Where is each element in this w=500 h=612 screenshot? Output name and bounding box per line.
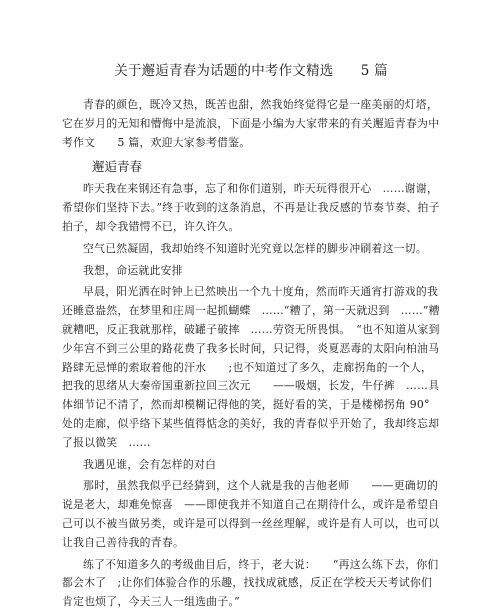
body-paragraph-5: 我遇见谁，会有怎样的对白 (83, 457, 217, 471)
body-paragraph-4: 早晨，阳光洒在时钟上已然映出一个九十度角，然而昨天通宵打游戏的我还睡意盎然，在梦里和庄周一起抓蝴蝶 ……“糟了，第一天就迟到 ……”糟就糟吧，反正我就那样，破罐子破摔 ……劳资无所畏惧。 “也不知道从家到少年宫不到三公里的路花费了我多长时间，只记得，炎夏恶毒的太阳向柏油马路肆无忌惮的索取着他的汗水 ;也不知道过了多久，走廊拐角的一个人，把我的思绪从大秦帝国重新拉回三次元 ——吸烟，长发，牛仔裤 ……具体细节记不清了，然而却模糊记得他的笑，挺好看的笑，于是楼梯拐角 90°处的走廊，似乎络下某些值得惦念的美好，我的青春似乎开始了，我却终忘却了报以微笑 …… (62, 285, 440, 449)
document-title: 关于邂逅青春为话题的中考作文精选 5 篇 (114, 63, 388, 79)
body-paragraph-1: 昨天我在来钢还有急事，忘了和你们道别，昨天玩得很开心 ……谢谢，希望你们坚持下去。”终于收到的这条消息，不再是让我反感的节奏节奏、拍子拍子，却令我错愕不已，许久许久。 (62, 182, 440, 233)
intro-paragraph: 青春的颜色，既冷又热，既苦也甜，然我始终觉得它是一座美丽的灯塔，它在岁月的无知和懵悔中是流浪，下面是小编为大家带来的有关邂逅青春为中考作文 5 篇，欢迎大家参考借鉴。 (62, 98, 440, 149)
body-paragraph-2: 空气已然凝固，我却始终不知道时光究竟以怎样的脚步冲刷着这一切。 (83, 241, 427, 255)
body-paragraph-7: 练了不知道多久的考级曲目后，终于，老大说： “再这么练下去，你们都会木了 ;让你们体验合作的乐趣，找找成就感，反正在学校天天考试你们肯定也烦了，今天三人一组选曲子。” (62, 557, 439, 609)
body-paragraph-6: 那时，虽然我似乎已经猜到，这个人就是我的吉他老师 ——更确切的说是老大，却难免惊喜 ——即使我并不知道自己在期待什么，或许是希望自己可以不被当做另类，或许是可以得到一丝丝理解，或许是有人可以，也可以让我自己善待我的青春。 (62, 479, 440, 549)
body-paragraph-3: 我想，命运就此安排 (83, 263, 183, 277)
essay-title: 邂逅青春 (92, 159, 143, 175)
